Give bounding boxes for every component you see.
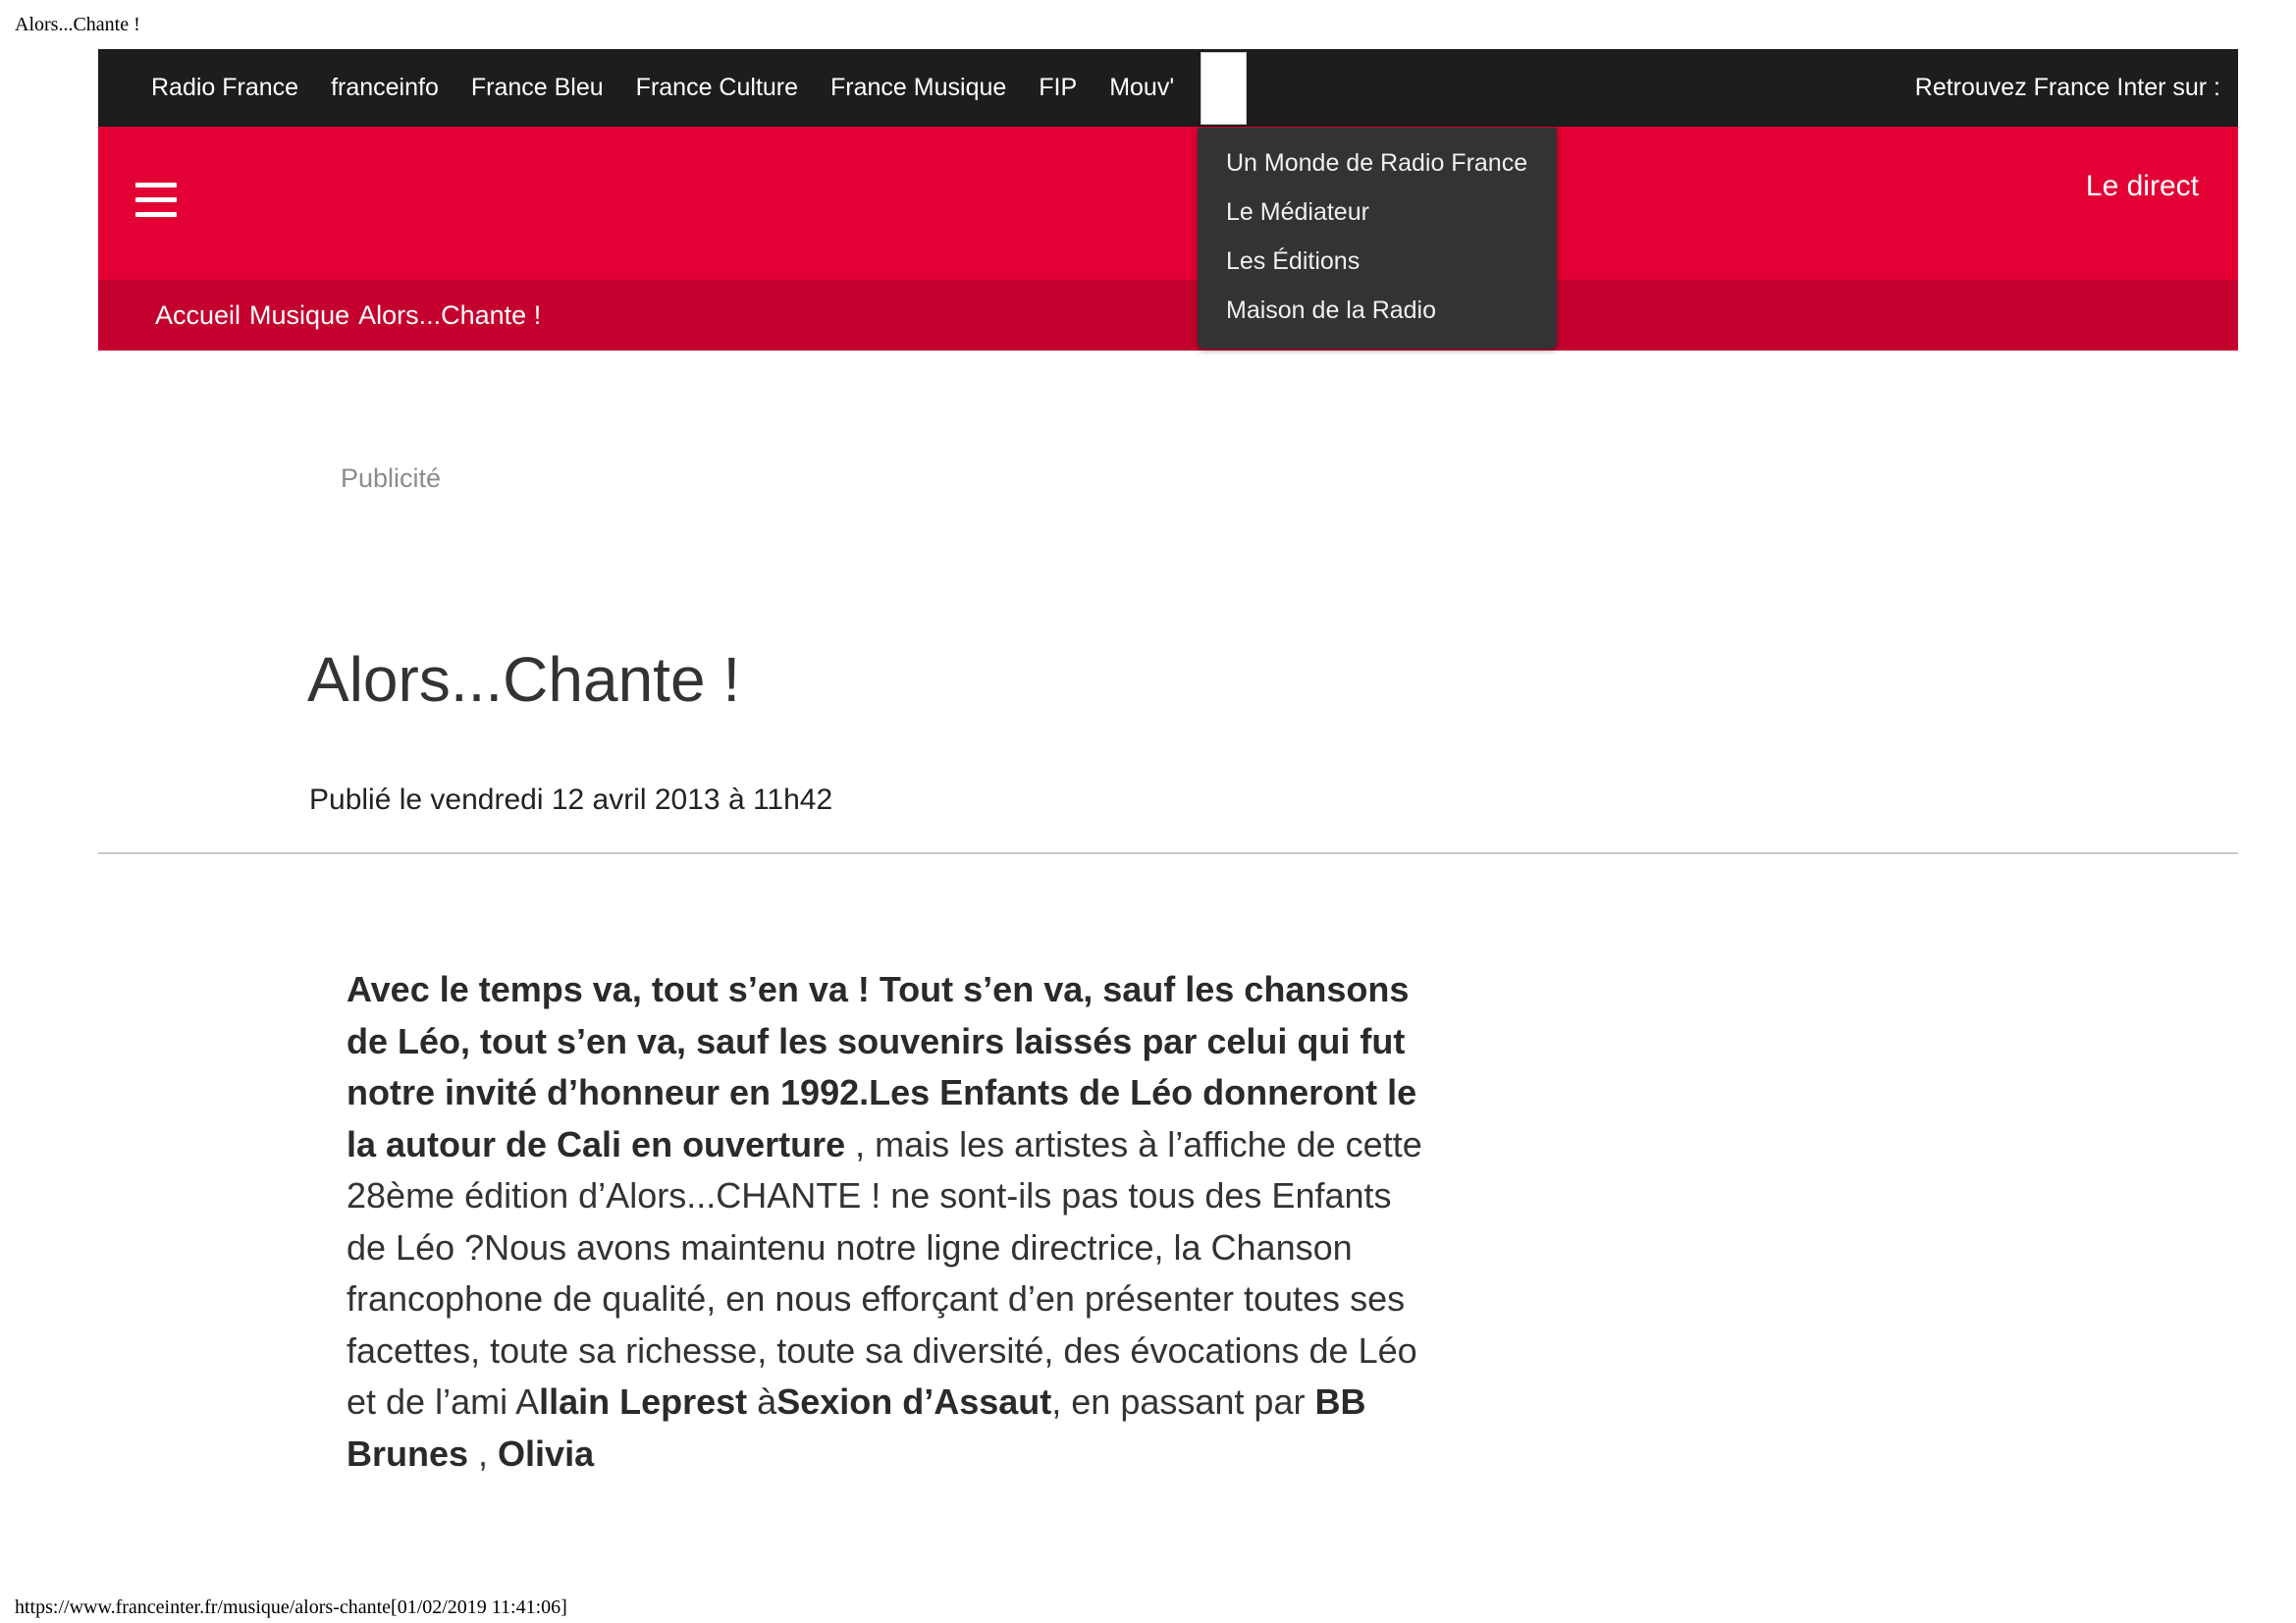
article-segment-bold: Avec le temps va, tout s’en va ! Tout s’en va, sauf les chansons de Léo, tout s’en va, sauf les souvenirs laissés par celui qui fut notre invité d’honneur en 1992.Les Enfants de Léo donneront le la autour de Cali en ouverture xyxy=(347,969,1417,1164)
top-network-bar xyxy=(98,49,2238,127)
breadcrumb-current[interactable]: Alors...Chante ! xyxy=(358,299,542,330)
artist-name: Sexion d’Assaut xyxy=(776,1381,1052,1422)
artist-name: llain Leprest xyxy=(539,1381,748,1422)
network-nav xyxy=(151,49,1206,127)
article-body xyxy=(347,964,1426,1473)
network-link-france-musique[interactable]: France Musique xyxy=(830,74,1007,101)
dropdown-item-mediateur[interactable]: Le Médiateur xyxy=(1226,198,1369,226)
print-footer-url: https://www.franceinter.fr/musique/alors-chante[01/02/2019 11:41:06] xyxy=(15,1596,567,1618)
artist-name: Olivia xyxy=(498,1433,595,1473)
retrouvez-label: Retrouvez France Inter sur : xyxy=(1914,74,2220,101)
page-title: Alors...Chante ! xyxy=(307,644,741,715)
print-header-title: Alors...Chante ! xyxy=(15,14,140,35)
dropdown-item-editions[interactable]: Les Éditions xyxy=(1226,247,1361,275)
network-link-fip[interactable]: FIP xyxy=(1039,74,1078,101)
hamburger-icon[interactable] xyxy=(135,183,177,218)
article-body-viewport xyxy=(347,964,1426,1473)
more-menu-toggle[interactable] xyxy=(1201,52,1247,125)
more-menu-dropdown xyxy=(1198,128,1557,349)
article-segment: à xyxy=(747,1381,777,1422)
artist-name: BB Brunes xyxy=(347,1381,1366,1473)
breadcrumb-accueil[interactable]: Accueil xyxy=(155,299,241,330)
article-segment: , xyxy=(468,1433,499,1473)
article-segment: , en passant par xyxy=(1051,1381,1315,1422)
dropdown-item-maison-radio[interactable]: Maison de la Radio xyxy=(1226,297,1437,324)
divider xyxy=(98,852,2238,854)
breadcrumb xyxy=(98,280,2238,351)
breadcrumb-musique[interactable]: Musique xyxy=(249,299,350,330)
publish-date: Publié le vendredi 12 avril 2013 à 11h42 xyxy=(309,784,833,816)
network-link-france-culture[interactable]: France Culture xyxy=(635,74,799,101)
network-link-mouv[interactable]: Mouv' xyxy=(1109,74,1175,101)
network-link-radio-france[interactable]: Radio France xyxy=(151,74,299,101)
ad-label: Publicité xyxy=(341,463,442,493)
network-link-france-bleu[interactable]: France Bleu xyxy=(470,74,604,101)
main-header xyxy=(98,127,2238,280)
network-link-franceinfo[interactable]: franceinfo xyxy=(331,74,439,101)
dropdown-item-un-monde[interactable]: Un Monde de Radio France xyxy=(1226,149,1528,177)
le-direct-link[interactable]: Le direct xyxy=(2085,170,2199,202)
article-segment: , mais les artistes à l’affiche de cette 28ème édition d’Alors...CHANTE ! ne sont-ils pas tous des Enfants de Léo ?Nous avons maintenu notre ligne directrice, la Chanson francophone de qualité, en nous efforçant d’en présenter toutes ses facettes, toute sa richesse, toute sa diversité, des évocations de Léo et de l’ami A xyxy=(347,1123,1422,1422)
